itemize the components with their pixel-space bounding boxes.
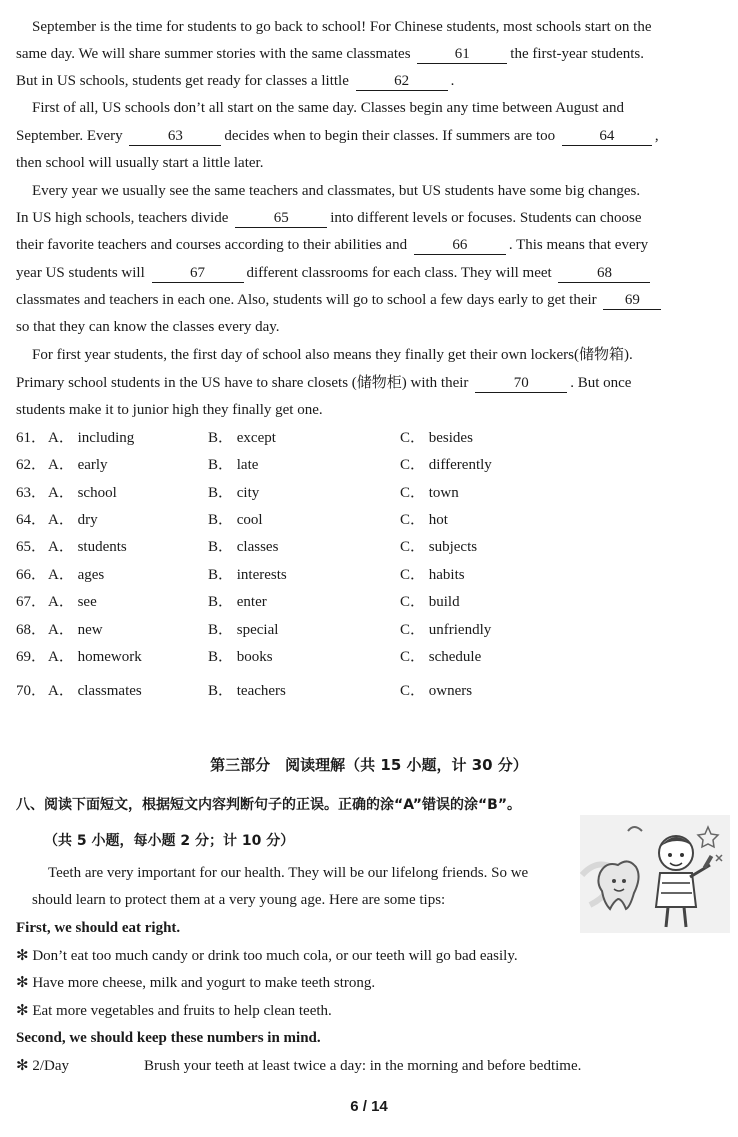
text: September. Every [16, 128, 123, 144]
tip-heading-1: First, we should eat right. [16, 920, 181, 936]
p3-line2 [16, 208, 642, 228]
option-c: C． unfriendly [400, 622, 492, 638]
p3-line4 [16, 263, 653, 283]
option-b: B． teachers [208, 683, 286, 699]
option-a: A． early [48, 457, 108, 473]
tip-1: ✻ Don’t eat too much candy or drink too much cola, or our teeth will go bad easily. [16, 948, 518, 964]
p2-line2 [16, 126, 659, 146]
text: . This means that every [508, 237, 649, 253]
question-number: 66． [16, 567, 47, 583]
option-c: C． besides [400, 430, 473, 446]
section8-instruction: 八、阅读下面短文，根据短文内容判断句子的正误。正确的涂“A”错误的涂“B”。 [16, 797, 522, 813]
text: different classrooms for each class. They will meet [246, 265, 552, 281]
p4-line1: For first year students, the first day of school also means they finally get their own lockers(储物箱). [32, 347, 633, 363]
text: But in US schools, students get ready for classes a little [16, 73, 349, 89]
option-a: A． new [48, 622, 103, 638]
option-a: A． dry [48, 512, 98, 528]
blank-68: 68 [558, 265, 650, 283]
p1-line3 [16, 71, 454, 91]
option-c: C． habits [400, 567, 465, 583]
option-a: A． homework [48, 649, 142, 665]
text: Primary school students in the US have to share closets (储物柜) with their [16, 375, 469, 391]
p1-line1: September is the time for students to go back to school! For Chinese students, most schools start on the [32, 19, 652, 35]
question-number: 70． [16, 683, 47, 699]
blank-63: 63 [129, 128, 221, 146]
page-number: 6 / 14 [350, 1098, 388, 1115]
blank-66: 66 [414, 237, 506, 255]
reading-intro-line2: should learn to protect them at a very young age. Here are some tips: [32, 892, 446, 908]
option-a: A． classmates [48, 683, 142, 699]
blank-61: 61 [417, 46, 507, 64]
tip-3: ✻ Eat more vegetables and fruits to help clean teeth. [16, 1003, 332, 1019]
p2-line1: First of all, US schools don’t all start on the same day. Classes begin any time between August and [32, 100, 624, 116]
option-b: B． late [208, 457, 259, 473]
option-b: B． interests [208, 567, 287, 583]
tip-2: ✻ Have more cheese, milk and yogurt to make teeth strong. [16, 975, 376, 991]
p1-line2 [16, 44, 644, 64]
question-number: 69． [16, 649, 47, 665]
option-c: C． subjects [400, 539, 478, 555]
question-number: 68． [16, 622, 47, 638]
text: . But once [570, 375, 632, 391]
option-b: B． classes [208, 539, 279, 555]
text: the first-year students. [510, 46, 644, 62]
text: decides when to begin their classes. If summers are too [224, 128, 556, 144]
blank-64: 64 [562, 128, 652, 146]
blank-70: 70 [475, 375, 567, 393]
option-b: B． books [208, 649, 273, 665]
option-a: A． students [48, 539, 127, 555]
option-c: C． hot [400, 512, 448, 528]
tooth-brushing-illustration-image [580, 815, 730, 933]
p3-line3 [16, 235, 648, 255]
option-c: C． differently [400, 457, 492, 473]
text: . [450, 73, 455, 89]
text: into different levels or focuses. Students can choose [330, 210, 642, 226]
blank-69: 69 [603, 292, 661, 310]
text: same day. We will share summer stories with the same classmates [16, 46, 411, 62]
blank-62: 62 [356, 73, 448, 91]
option-b: B． city [208, 485, 260, 501]
question-number: 65． [16, 539, 47, 555]
option-b: B． cool [208, 512, 263, 528]
reading-intro-line1: Teeth are very important for our health. They will be our lifelong friends. So we [48, 865, 529, 881]
tip-heading-2: Second, we should keep these numbers in mind. [16, 1030, 321, 1046]
number-tip-label: ✻ 2/Day [16, 1058, 69, 1074]
number-tip-text: Brush your teeth at least twice a day: in the morning and before bedtime. [144, 1058, 582, 1074]
p3-line1: Every year we usually see the same teachers and classmates, but US students have some big changes. [32, 183, 641, 199]
p3-line6: so that they can know the classes every day. [16, 319, 280, 335]
option-a: A． see [48, 594, 97, 610]
option-a: A． ages [48, 567, 105, 583]
text: their favorite teachers and courses according to their abilities and [16, 237, 408, 253]
option-c: C． schedule [400, 649, 482, 665]
text: , [654, 128, 659, 144]
option-a: A． including [48, 430, 135, 446]
section8-note: （共 5 小题，每小题 2 分；计 10 分） [44, 833, 295, 849]
question-number: 61． [16, 430, 47, 446]
option-b: B． enter [208, 594, 267, 610]
blank-67: 67 [152, 265, 244, 283]
question-number: 62． [16, 457, 47, 473]
blank-65: 65 [235, 210, 327, 228]
p2-line3: then school will usually start a little later. [16, 155, 264, 171]
question-number: 64． [16, 512, 47, 528]
question-number: 67． [16, 594, 47, 610]
text: classmates and teachers in each one. Also, students will go to school a few days early to get their [16, 292, 597, 308]
option-b: B． except [208, 430, 276, 446]
option-c: C． town [400, 485, 459, 501]
option-b: B． special [208, 622, 279, 638]
p3-line5 [16, 290, 664, 310]
part3-title: 第三部分 阅读理解（共 15 小题，计 30 分） [210, 756, 528, 774]
text: In US high schools, teachers divide [16, 210, 229, 226]
p4-line3: students make it to junior high they finally get one. [16, 402, 323, 418]
text: year US students will [16, 265, 145, 281]
option-a: A． school [48, 485, 117, 501]
option-c: C． owners [400, 683, 473, 699]
p4-line2 [16, 373, 631, 393]
option-c: C． build [400, 594, 460, 610]
question-number: 63． [16, 485, 47, 501]
